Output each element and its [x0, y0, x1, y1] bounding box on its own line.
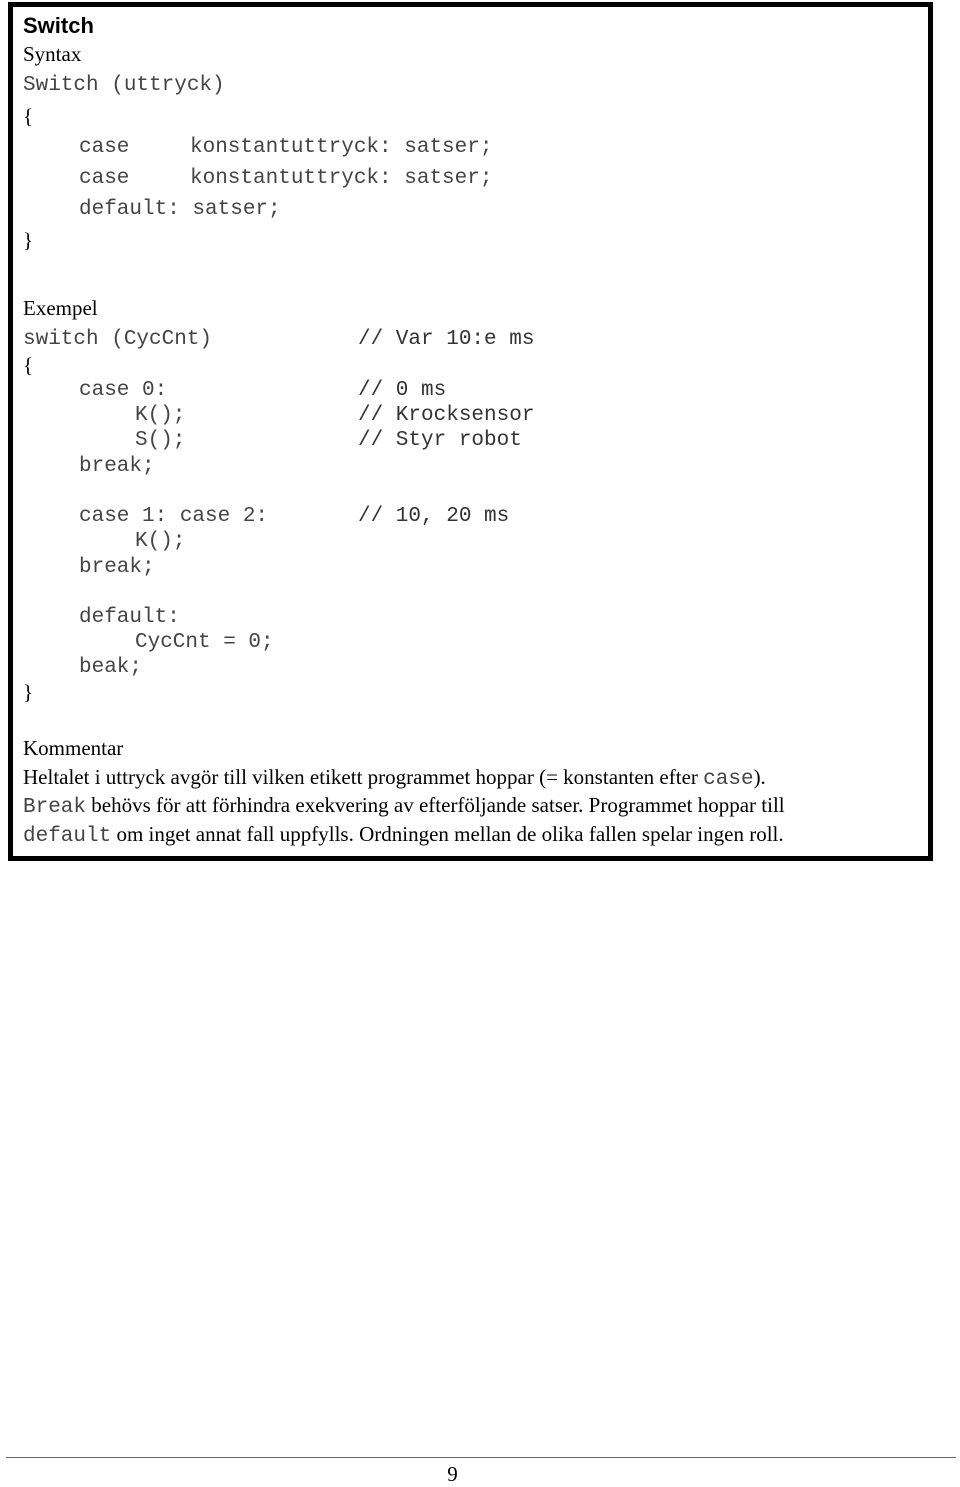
comment-text: behövs för att förhindra exekvering av efterföljande satser. Programmet hoppar till — [86, 793, 785, 817]
syntax-case-body: konstantuttryck: satser; — [190, 136, 493, 159]
code-comment: // Var 10:e ms — [358, 328, 535, 351]
comment-paragraph-line — [23, 795, 785, 818]
code-line: beak; — [79, 656, 143, 679]
syntax-brace-close: } — [23, 228, 34, 252]
syntax-line: Switch (uttryck) — [23, 74, 225, 97]
comment-text: ). — [753, 765, 766, 789]
inline-code-default: default — [23, 825, 112, 848]
code-line: default: — [79, 606, 180, 629]
comment-paragraph-line — [23, 767, 766, 790]
syntax-case-body: konstantuttryck: satser; — [190, 167, 493, 190]
comment-heading: Kommentar — [23, 736, 124, 760]
code-line: break; — [79, 556, 155, 579]
code-comment: // Krocksensor — [358, 404, 535, 427]
syntax-heading: Syntax — [23, 42, 82, 66]
syntax-default-line: default: satser; — [79, 198, 281, 221]
code-line: break; — [79, 455, 155, 478]
code-line: S(); — [135, 429, 186, 452]
section-title: Switch — [23, 13, 94, 38]
syntax-case-keyword: case — [79, 167, 130, 190]
comment-text: om inget annat fall uppfylls. Ordningen mellan de olika fallen spelar ingen roll. — [111, 822, 784, 846]
code-line: switch (CycCnt) — [23, 328, 213, 351]
code-brace-close: } — [23, 680, 34, 704]
code-line: case 0: — [79, 379, 168, 402]
code-line: CycCnt = 0; — [135, 631, 274, 654]
page-number: 9 — [447, 1462, 458, 1486]
code-comment: // 0 ms — [358, 379, 447, 402]
comment-text: Heltalet i uttryck avgör till vilken etikett programmet hoppar (= konstanten efter — [23, 765, 704, 789]
syntax-brace-open: { — [23, 104, 34, 128]
comment-paragraph-line — [23, 824, 784, 847]
code-comment: // 10, 20 ms — [358, 505, 510, 528]
example-heading: Exempel — [23, 296, 98, 320]
code-line: K(); — [135, 530, 186, 553]
code-line: case 1: case 2: — [79, 505, 269, 528]
code-comment: // Styr robot — [358, 429, 522, 452]
code-line: K(); — [135, 404, 186, 427]
syntax-case-keyword: case — [79, 136, 130, 159]
inline-code-case: case — [703, 768, 754, 791]
code-brace-open: { — [23, 353, 34, 377]
footer-divider — [6, 1457, 956, 1458]
inline-code-break: Break — [23, 796, 87, 819]
